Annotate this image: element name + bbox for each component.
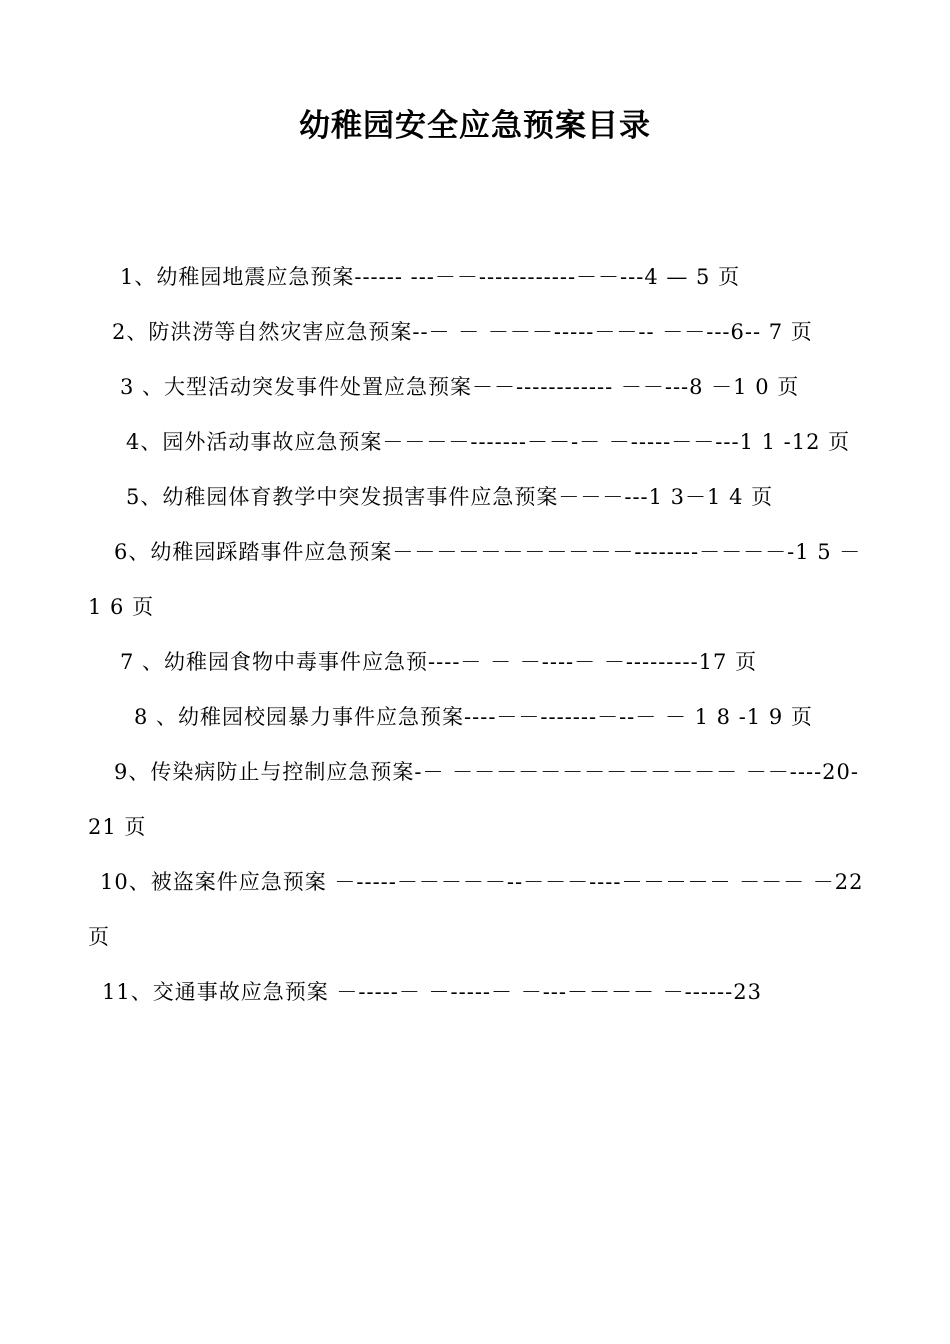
toc-entry-text: 3 、大型活动突发事件处置应急预案－－------------ －－---8 －1 0 页: [120, 375, 800, 399]
toc-entry-9: [88, 745, 868, 855]
page-title: 幼稚园安全应急预案目录: [299, 108, 651, 144]
toc-entry-text: 7 、幼稚园食物中毒事件应急预----－ － －----－ －---------17 页: [120, 650, 758, 674]
toc-entry-3: [88, 360, 868, 415]
toc-entry-text: 6、幼稚园踩踏事件应急预案－－－－－－－－－－－--------－－－－-1 5 －1 6 页: [88, 540, 862, 619]
toc-entry-2: [88, 305, 868, 360]
toc-entry-text: 2、防洪涝等自然灾害应急预案--－ － －－－-----－－-- －－---6-- 7 页: [112, 320, 813, 344]
toc-entry-5: [88, 470, 868, 525]
toc-entry-7: [88, 635, 868, 690]
toc-entry-8: [88, 690, 868, 745]
toc-entry-6: [88, 525, 868, 635]
toc-entry-text: 4、园外活动事故应急预案－－－－-------－－-－ －-----－－---1 1 -12 页: [126, 430, 851, 454]
toc-entry-text: 1、幼稚园地震应急预案------ ---－－------------－－---4 — 5 页: [120, 265, 741, 289]
toc-entry-text: 8 、幼稚园校园暴力事件应急预案----－－-------－--－ － 1 8 -1 9 页: [134, 705, 813, 729]
toc-entry-text: 10、被盗案件应急预案 －-----－－－－－--－－－----－－－－－ －－－ －22 页: [88, 870, 872, 949]
toc-entry-text: 11、交通事故应急预案 －-----－ －-----－ －---－－－－ －------23: [102, 980, 762, 1004]
toc-entry-text: 5、幼稚园体育教学中突发损害事件应急预案－－－---1 3－1 4 页: [126, 485, 774, 509]
toc-entry-11: [88, 965, 868, 1020]
table-of-contents: [88, 250, 872, 1020]
toc-entry-10: [88, 855, 872, 965]
toc-entry-4: [88, 415, 868, 470]
toc-entry-text: 9、传染病防止与控制应急预案-－ －－－－－－－－－－－－－ －－----20-21 页: [88, 760, 860, 839]
toc-entry-1: [88, 250, 868, 305]
